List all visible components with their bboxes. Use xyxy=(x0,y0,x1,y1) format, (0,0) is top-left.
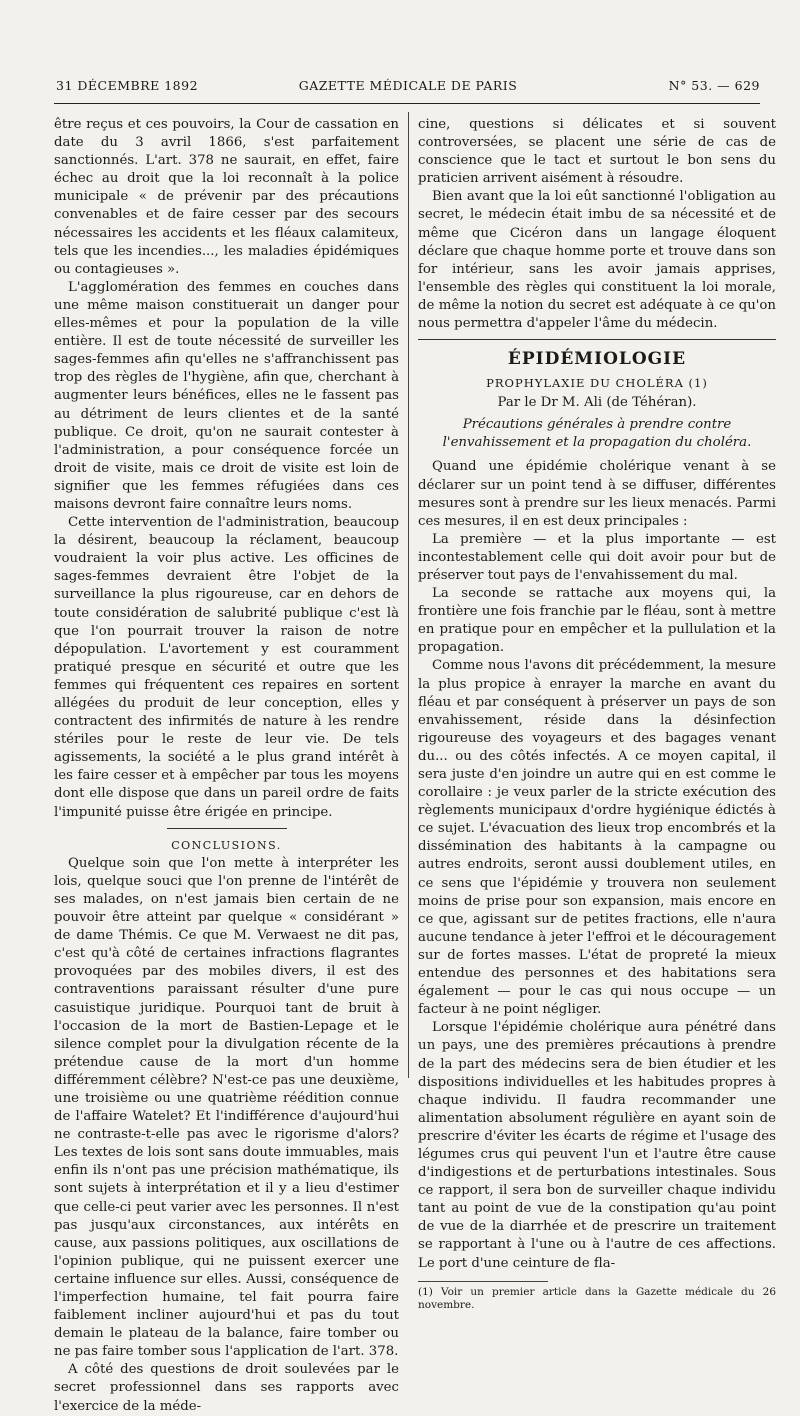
column-divider xyxy=(408,112,409,1078)
article-heading: Précautions générales à prendre contre l'envahissement et la propagation du choléra. xyxy=(442,417,752,451)
right-column xyxy=(418,116,776,1312)
paragraph: L'agglomération des femmes en couches dans une même maison constituerait un danger pour elles-mêmes et pour la population de la ville entière. Il est de toute nécessité de surveiller les sages-femmes afin qu'elles ne s'affranchissent pas trop des règles de l'hygiène, afin que, cherchant à augmenter leurs bénéfices, elles ne le fassent pas au détriment de leurs clientes et de la santé publique. Ce droit, qu'on ne saurait contester à l'administration, a pour conséquence forcée un droit de visite, mais ce droit de visite est loin de signifier que les femmes réfugiées dans ces maisons devront faire connaître leurs noms. xyxy=(54,279,399,512)
paragraph: La seconde se rattache aux moyens qui, la frontière une fois franchie par le fléau, sont à mettre en pratique pour en empêcher et la pullulation et la propagation. xyxy=(418,586,776,656)
issue-date: 31 DÉCEMBRE 1892 xyxy=(56,78,199,93)
section-rule xyxy=(167,828,287,829)
article-author: Par le Dr M. Ali (de Téhéran). xyxy=(497,395,697,411)
paragraph: Lorsque l'épidémie cholérique aura pénétré dans un pays, une des premières précautions à prendre de la part des médecins sera de bien étudier et les dispositions individuelles et les habitudes propres à chaque individu. Il faudra recommander une alimentation absolument régulière en ayant soin de prescrire d'éviter les écarts de régime et l'usage des légumes crus qui peuvent l'un et l'autre être cause d'indigestions et de perturbations intestinales. Sous ce rapport, il sera bon de surveiller chaque individu tant au point de vue de la constipation qu'au point de vue de la diarrhée et de prescrire un traitement se rapportant à l'une ou à l'autre de ces affections. Le port d'une ceinture de fla- xyxy=(418,1020,776,1271)
paragraph: Cette intervention de l'administration, beaucoup la désirent, beaucoup la réclament, beaucoup voudraient la voir plus active. Les officines de sages-femmes devraient être l'objet de la surveillance la plus rigoureuse, car en dehors de toute considération de salubrité publique c'est là que l'on pourrait trouver la raison de notre dépopulation. L'avortement y est couramment pratiqué presque en sécurité et outre que les femmes qui fréquentent ces repaires en sortent allégées du produit de leur conception, elles y contractent des infirmités de nature à les rendre stériles pour le reste de leur vie. De tels agissements, la société a le plus grand intérêt à les faire cesser et à empêcher par tous les moyens dont elle dispose que dans un pareil ordre de faits l'impunité puisse être érigée en principe. xyxy=(54,515,399,820)
page-number: N° 53. — 629 xyxy=(668,78,760,93)
journal-title: GAZETTE MÉDICALE DE PARIS xyxy=(298,78,518,93)
paragraph: Quand une épidémie cholérique venant à se déclarer sur un point tend à se diffuser, différentes mesures sont à prendre sur les lieux menacés. Parmi ces mesures, il en est deux principales : xyxy=(418,459,776,529)
section-title: ÉPIDÉMIOLOGIE xyxy=(507,349,687,370)
paragraph: Comme nous l'avons dit précédemment, la mesure la plus propice à enrayer la marche en avant du fléau et par conséquent à préserver un pays de son envahissement, réside dans la désinfection rigoureuse des voyageurs et des bagages venant du... ou des côtés infectés. A ce moyen capital, il sera juste d'en joindre un autre qui en est comme le corollaire : je veux parler de la stricte exécution des règlements municipaux d'ordre hygiénique édictés à ce sujet. L'évacuation des lieux trop encombrés et la dissémination des habitants à la campagne ou autres endroits, seront aussi doublement utiles, en ce sens que l'épidémie y trouvera non seulement moins de prise pour son expansion, mais encore en ce que, agissant sur de petites fractions, elle n'aura aucune tendance à jeter l'effroi et le découragement sur de fortes masses. L'état de propreté la mieux entendue des personnes et des habitations sera également — pour le cas qui nous occupe — un facteur à ne point négliger. xyxy=(418,658,776,1018)
footnote: (1) Voir un premier article dans la Gazette médicale du 26 novembre. xyxy=(418,1285,776,1311)
paragraph: Bien avant que la loi eût sanctionné l'obligation au secret, le médecin était imbu de sa nécessité et de même que Cicéron dans un langage éloquent déclare que chaque homme porte et trouve dans son for intérieur, sans les avoir jamais apprises, l'ensemble des règles qui constituent la loi morale, de même la notion du secret est adéquate à ce qu'on nous permettra d'appeler l'âme du médecin. xyxy=(418,189,776,332)
page-header xyxy=(56,78,760,100)
paragraph: Quelque soin que l'on mette à interpréter les lois, quelque souci que l'on prenne de l'intérêt de ses malades, on n'est jamais bien certain de ne pouvoir être atteint par quelque « considérant » de dame Thémis. Ce que M. Verwaest ne dit pas, c'est qu'à côté de certaines infractions flagrantes provoquées par des mobiles divers, il est des contraventions paraissant résulter d'une pure casuistique juridique. Pourquoi tant de bruit à l'occasion de la mort de Bastien-Lepage et le silence complet pour la divulgation récente de la prétendue cause de la mort d'un homme différemment célèbre? N'est-ce pas une deuxième, une troisième ou une quatrième réédition connue de l'affaire Watelet? Et l'indifférence d'aujourd'hui ne contraste-t-elle pas avec le rigorisme d'alors? Les textes de lois sont sans doute immuables, mais enfin ils n'ont pas une précision mathématique, ils sont sujets à interprétation et il y a lieu d'estimer que celle-ci peut varier avec les personnes. Il n'est pas jusqu'aux circonstances, aux intérêts en cause, aux passions politiques, aux oscillations de l'opinion publique, qui ne puissent exercer une certaine influence sur elles. Aussi, conséquence de l'imperfection humaine, tel fait pourra faire faiblement incliner aujourd'hui et pas du tout demain le plateau de la balance, faire tomber ou ne pas faire tomber sous l'application de l'art. 378. xyxy=(54,855,399,1360)
left-column xyxy=(54,116,399,1416)
paragraph: La première — et la plus importante — est incontestablement celle qui doit avoir pour but de préserver tout pays de l'envahissement du mal. xyxy=(418,531,776,583)
paragraph: être reçus et ces pouvoirs, la Cour de cassation en date du 3 avril 1866, s'est parfaitement sanctionnés. L'art. 378 ne saurait, en effet, faire échec au droit que la loi reconnaît à la police municipale « de prévenir par des précautions convenables et de faire cesser par des secours nécessaires les accidents et les fléaux calamiteux, tels que les incendies..., les maladies épidémiques ou contagieuses ». xyxy=(54,117,399,277)
paragraph: cine, questions si délicates et si souvent controversées, se placent une série de cas de conscience que le tact et surtout le bon sens du praticien arrivent aisément à résoudre. xyxy=(418,117,776,187)
header-rule xyxy=(54,103,760,104)
section-rule xyxy=(418,339,776,340)
footnote-rule xyxy=(418,1281,548,1282)
conclusions-heading: CONCLUSIONS. xyxy=(171,838,282,852)
paragraph: A côté des questions de droit soulevées par le secret professionnel dans ses rapports avec l'exercice de la méde- xyxy=(54,1362,399,1414)
article-subtitle: PROPHYLAXIE DU CHOLÉRA (1) xyxy=(486,376,708,391)
